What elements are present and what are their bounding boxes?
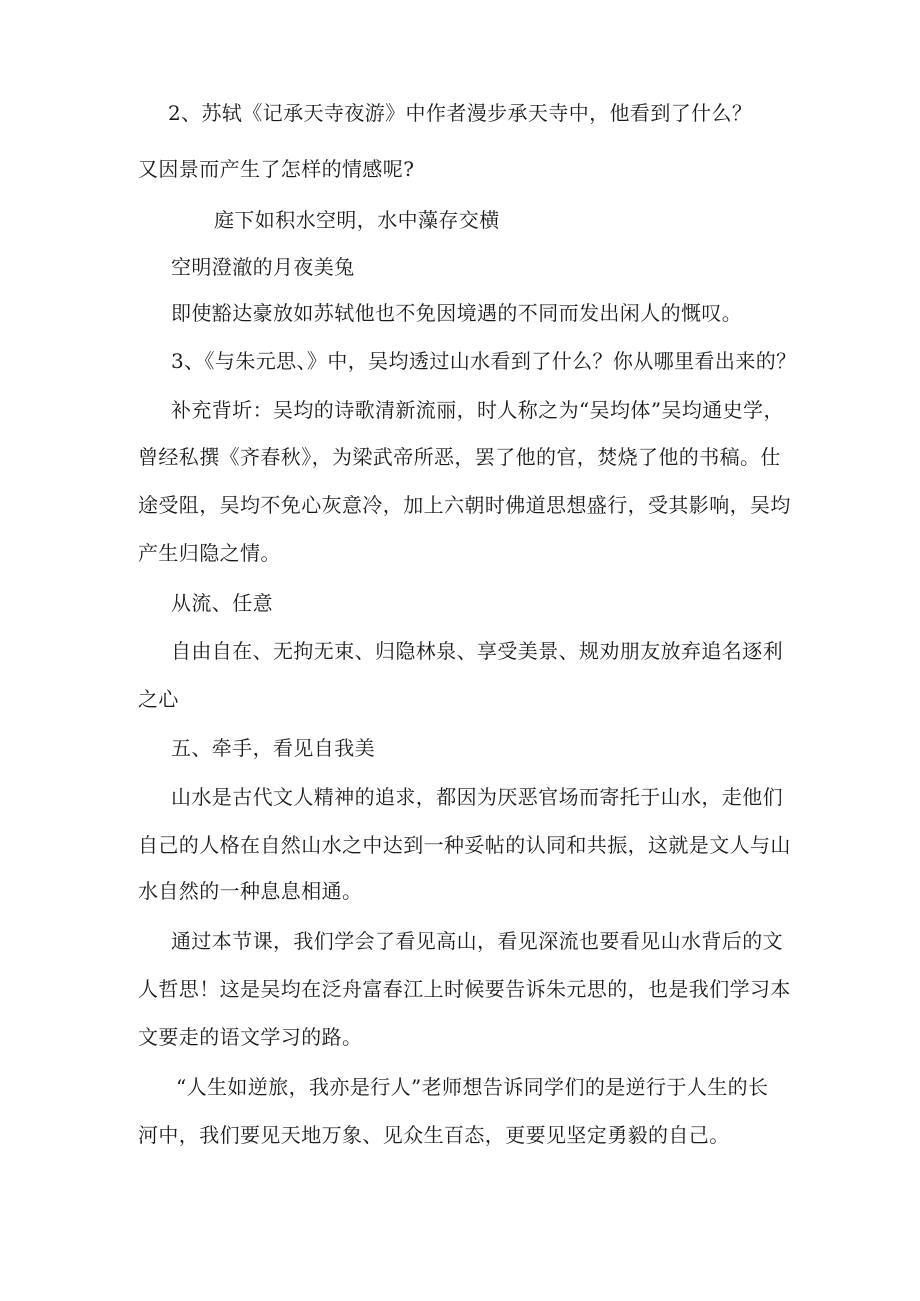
answer-paragraph-line: 之心 bbox=[138, 687, 179, 711]
keywords-line: 从流、任意 bbox=[171, 591, 273, 615]
background-paragraph-line: 产生归隐之情。 bbox=[138, 541, 281, 565]
body-paragraph-line: 山水是古代文人精神的追求，都因为厌恶官场而寄托于山水，走他们 bbox=[171, 785, 783, 809]
body-paragraph-line: 自己的人格在自然山水之中达到一种妥帖的认同和共振，这就是文人与山 bbox=[138, 833, 791, 857]
background-paragraph-line: 补充背圻：吴均的诗歌清新流丽，时人称之为“吴均体”吴均通史学， bbox=[171, 398, 784, 422]
background-paragraph-line: 途受阻，吴均不免心灰意冷，加上六朝时佛道思想盛行，受其影响，吴均 bbox=[138, 493, 791, 517]
body-paragraph-line: 通过本节课，我们学会了看见高山，看见深流也要看见山水背后的文 bbox=[171, 929, 783, 953]
question-3-line: 3、《与朱元思、》中，吴均透过山水看到了什么？你从哪里看出来的？ bbox=[171, 349, 797, 373]
body-paragraph-line: 水自然的一种息息相通。 bbox=[138, 879, 363, 903]
answer-line: 空明澄澈的月夜美兔 bbox=[171, 255, 355, 279]
closing-paragraph-line: 河中，我们要见天地万象、见众生百态，更要见坚定勇毅的自己。 bbox=[138, 1123, 730, 1147]
quote-line: 庭下如积水空明，水中藻存交横 bbox=[214, 208, 500, 232]
answer-line: 即使豁达豪放如苏轼他也不免因境遇的不同而发出闲人的慨叹。 bbox=[171, 301, 743, 325]
question-2-line-1: 2、苏轼《记承天寺夜游》中作者漫步承天寺中，他看到了什么？ bbox=[168, 101, 753, 125]
section-heading: 五、牵手，看见自我美 bbox=[171, 736, 375, 760]
closing-paragraph-line: “人生如逆旅，我亦是行人”老师想告诉同学们的是逆行于人生的长 bbox=[176, 1075, 769, 1099]
body-paragraph-line: 文要走的语文学习的路。 bbox=[138, 1025, 363, 1049]
background-paragraph-line: 曾经私撰《齐春秋》，为梁武帝所恶，罢了他的官，焚烧了他的书稿。仕 bbox=[138, 445, 781, 469]
question-2-line-2: 又因景而产生了怎样的情感呢? bbox=[138, 157, 415, 181]
body-paragraph-line: 人哲思！这是吴均在泛舟富春江上时候要告诉朱元思的，也是我们学习本 bbox=[138, 977, 791, 1001]
answer-paragraph-line: 自由自在、无拘无束、归隐林泉、享受美景、规劝朋友放弃追名逐利 bbox=[171, 639, 783, 663]
